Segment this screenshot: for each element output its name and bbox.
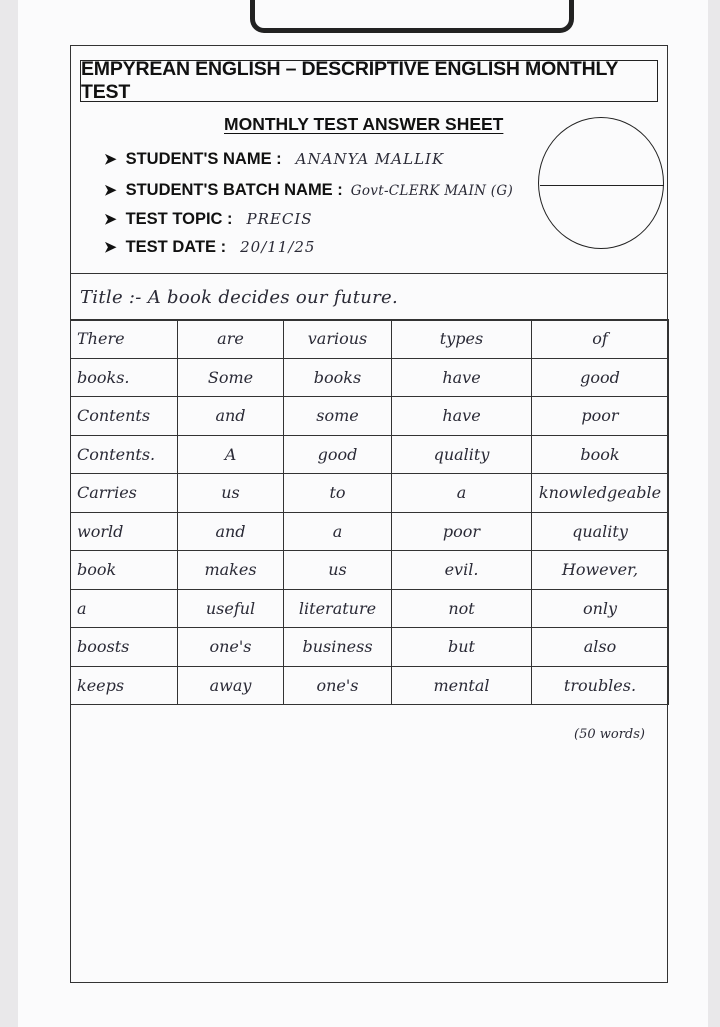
word-cell: also [532,628,669,667]
arrowhead-bullet-icon: ➤ [104,211,117,228]
word-cell: only [532,589,669,628]
word-cell: mental [392,666,532,705]
word-cell: not [392,589,532,628]
word-cell: boosts [71,628,178,667]
arrowhead-bullet-icon: ➤ [104,239,117,256]
word-cell: troubles. [532,666,669,705]
word-cell: makes [178,551,284,590]
word-cell: useful [178,589,284,628]
word-cell: various [284,320,392,359]
word-cell: Carries [71,474,178,513]
word-grid [70,319,669,705]
word-cell: business [284,628,392,667]
word-row [71,435,669,474]
word-cell: a [392,474,532,513]
field-value: 20/11/25 [240,238,316,256]
word-cell: have [392,397,532,436]
word-cell: book [71,551,178,590]
field-label: STUDENT'S NAME : [125,150,282,168]
word-cell: However, [532,551,669,590]
word-cell: are [178,320,284,359]
word-cell: and [178,512,284,551]
word-cell: Contents. [71,435,178,474]
word-row [71,474,669,513]
word-row [71,358,669,397]
word-cell: Contents [71,397,178,436]
word-cell: quality [532,512,669,551]
word-cell: types [392,320,532,359]
word-cell: A [178,435,284,474]
word-row [71,551,669,590]
photo-circle [538,117,664,249]
photo-divider-line [540,185,664,186]
word-cell: keeps [71,666,178,705]
word-cell: to [284,474,392,513]
word-cell: a [71,589,178,628]
word-cell: have [392,358,532,397]
word-row [71,397,669,436]
test-topic-field [104,210,313,229]
test-title-box [80,60,658,102]
word-cell: a [284,512,392,551]
word-cell: poor [392,512,532,551]
clipboard-clip [250,0,574,33]
word-cell: and [178,397,284,436]
field-value: PRECIS [246,210,313,228]
field-label: STUDENT'S BATCH NAME : [125,181,343,199]
word-cell: good [284,435,392,474]
word-cell: poor [532,397,669,436]
word-cell: books [284,358,392,397]
word-cell: quality [392,435,532,474]
word-cell: but [392,628,532,667]
word-cell: book [532,435,669,474]
word-cell: evil. [392,551,532,590]
word-row [71,589,669,628]
batch-name-field [104,181,513,200]
word-row [71,320,669,359]
essay-title: Title :- A book decides our future. [70,273,668,321]
field-value: Govt-CLERK MAIN (G) [350,183,514,199]
field-value: ANANYA MALLIK [295,150,445,168]
word-cell: books. [71,358,178,397]
word-cell: knowledgeable [532,474,669,513]
word-cell: world [71,512,178,551]
student-name-field [104,150,444,169]
word-cell: some [284,397,392,436]
test-title: EMPYREAN ENGLISH – DESCRIPTIVE ENGLISH MONTHLY TEST [81,58,618,103]
arrowhead-bullet-icon: ➤ [104,182,117,199]
word-row [71,666,669,705]
word-row [71,512,669,551]
test-date-field [104,238,315,257]
word-cell: There [71,320,178,359]
word-count: (50 words) [574,727,645,742]
word-cell: one's [284,666,392,705]
arrowhead-bullet-icon: ➤ [104,151,117,168]
word-cell: literature [284,589,392,628]
field-label: TEST DATE : [125,238,227,256]
word-cell: one's [178,628,284,667]
word-cell: Some [178,358,284,397]
word-cell: us [284,551,392,590]
word-cell: good [532,358,669,397]
field-label: TEST TOPIC : [125,210,233,228]
word-row [71,628,669,667]
sheet-subtitle: MONTHLY TEST ANSWER SHEET [224,114,504,134]
word-cell: away [178,666,284,705]
word-cell: us [178,474,284,513]
word-cell: of [532,320,669,359]
